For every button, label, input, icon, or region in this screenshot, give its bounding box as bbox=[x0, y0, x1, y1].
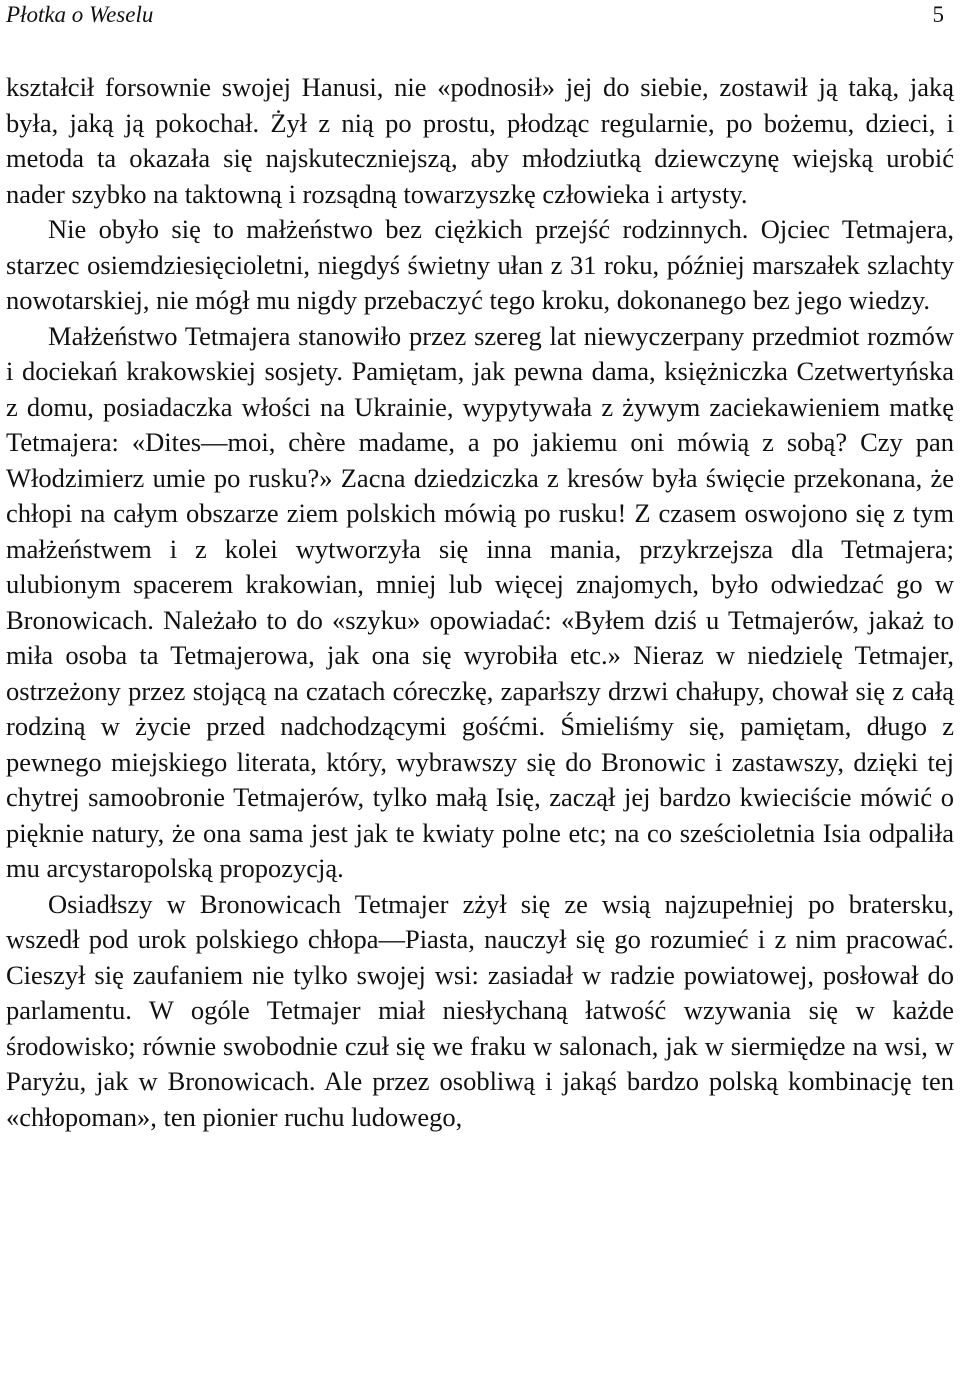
paragraph: Nie obyło się to małżeństwo bez ciężkich przejść rodzinnych. Ojciec Tetmajera, starzec osiemdziesięcioletni, niegdyś świetny ułan z 31 roku, później marszałek szlachty nowotarskiej, nie mógł mu nigdy przebaczyć tego kroku, dokonanego bez jego wiedzy. bbox=[6, 214, 954, 315]
paragraph: Osiadłszy w Bronowicach Tetmajer zżył się ze wsią najzupełniej po bratersku, wszedł pod urok polskiego chłopa—Piasta, nauczył się go rozumieć i z nim pracować. Cieszył się zaufaniem nie tylko swojej wsi: zasiadał w radzie powiatowej, posłował do parlamentu. W ogóle Tetmajer miał niesłychaną łatwość wzywania się w każde środowisko; równie swobodnie czuł się we fraku w salonach, jak w siermiędze na wsi, w Paryżu, jak w Bronowicach. Ale przez osobliwą i jakąś bardzo polską kombinację ten «chłopoman», ten pionier ruchu ludowego, bbox=[6, 888, 954, 1132]
body-text bbox=[6, 70, 954, 1135]
paragraph: Małżeństwo Tetmajera stanowiło przez szereg lat niewyczerpany przedmiot rozmów i dociekań krakowskiej sosjety. Pamiętam, jak pewna dama, księżniczka Czetwertyńska z domu, posiadaczka włości na Ukrainie, wypytywała z żywym zaciekawieniem matkę Tetmajera: «Dites—moi, chère madame, a po jakiemu oni mówią z sobą? Czy pan Włodzimierz umie po rusku?» Zacna dziedziczka z kresów była święcie przekonana, że chłopi na całym obszarze ziem polskich mówią po rusku! Z czasem oswojono się z tym małżeństwem i z kolei wytworzyła się inna mania, przykrzejsza dla Tetmajera; ulubionym spacerem krakowian, mniej lub więcej znajomych, było odwiedzać go w Bronowicach. Należało to do «szyku» opowiadać: «Byłem dziś u Tetmajerów, jakaż to miła osoba ta Tetmajerowa, jak ona się wyrobiła etc.» Nieraz w niedzielę Tetmajer, ostrzeżony przez stojącą na czatach córeczkę, zaparłszy drzwi chałupy, chował się z całą rodziną w życie przed nadchodzącymi gośćmi. Śmieliśmy się, pamiętam, długo z pewnego miejskiego literata, który, wybrawszy się do Bronowic i zastawszy, dzięki tej chytrej samoobronie Tetmajerów, tylko małą Isię, zaczął jej bardzo kwieciście mówić o pięknie natury, że ona sama jest jak te kwiaty polne etc; na co sześcioletnia Isia odpaliła mu arcystaropolską propozycją. bbox=[6, 320, 954, 883]
running-title: Płotka o Weselu bbox=[6, 2, 154, 27]
running-header bbox=[6, 0, 954, 30]
paragraph-continuation: kształcił forsownie swojej Hanusi, nie «podnosił» jej do siebie, zostawił ją taką, jaką była, jaką ją pokochał. Żył z nią po prostu, płodząc regularnie, po bożemu, dzieci, i metoda ta okazała się najskuteczniejszą, aby młodziutką dziewczynę wiejską urobić nader szybko na taktowną i rozsądną towarzyszkę człowieka i artysty. bbox=[6, 72, 954, 209]
page-number: 5 bbox=[932, 2, 944, 27]
